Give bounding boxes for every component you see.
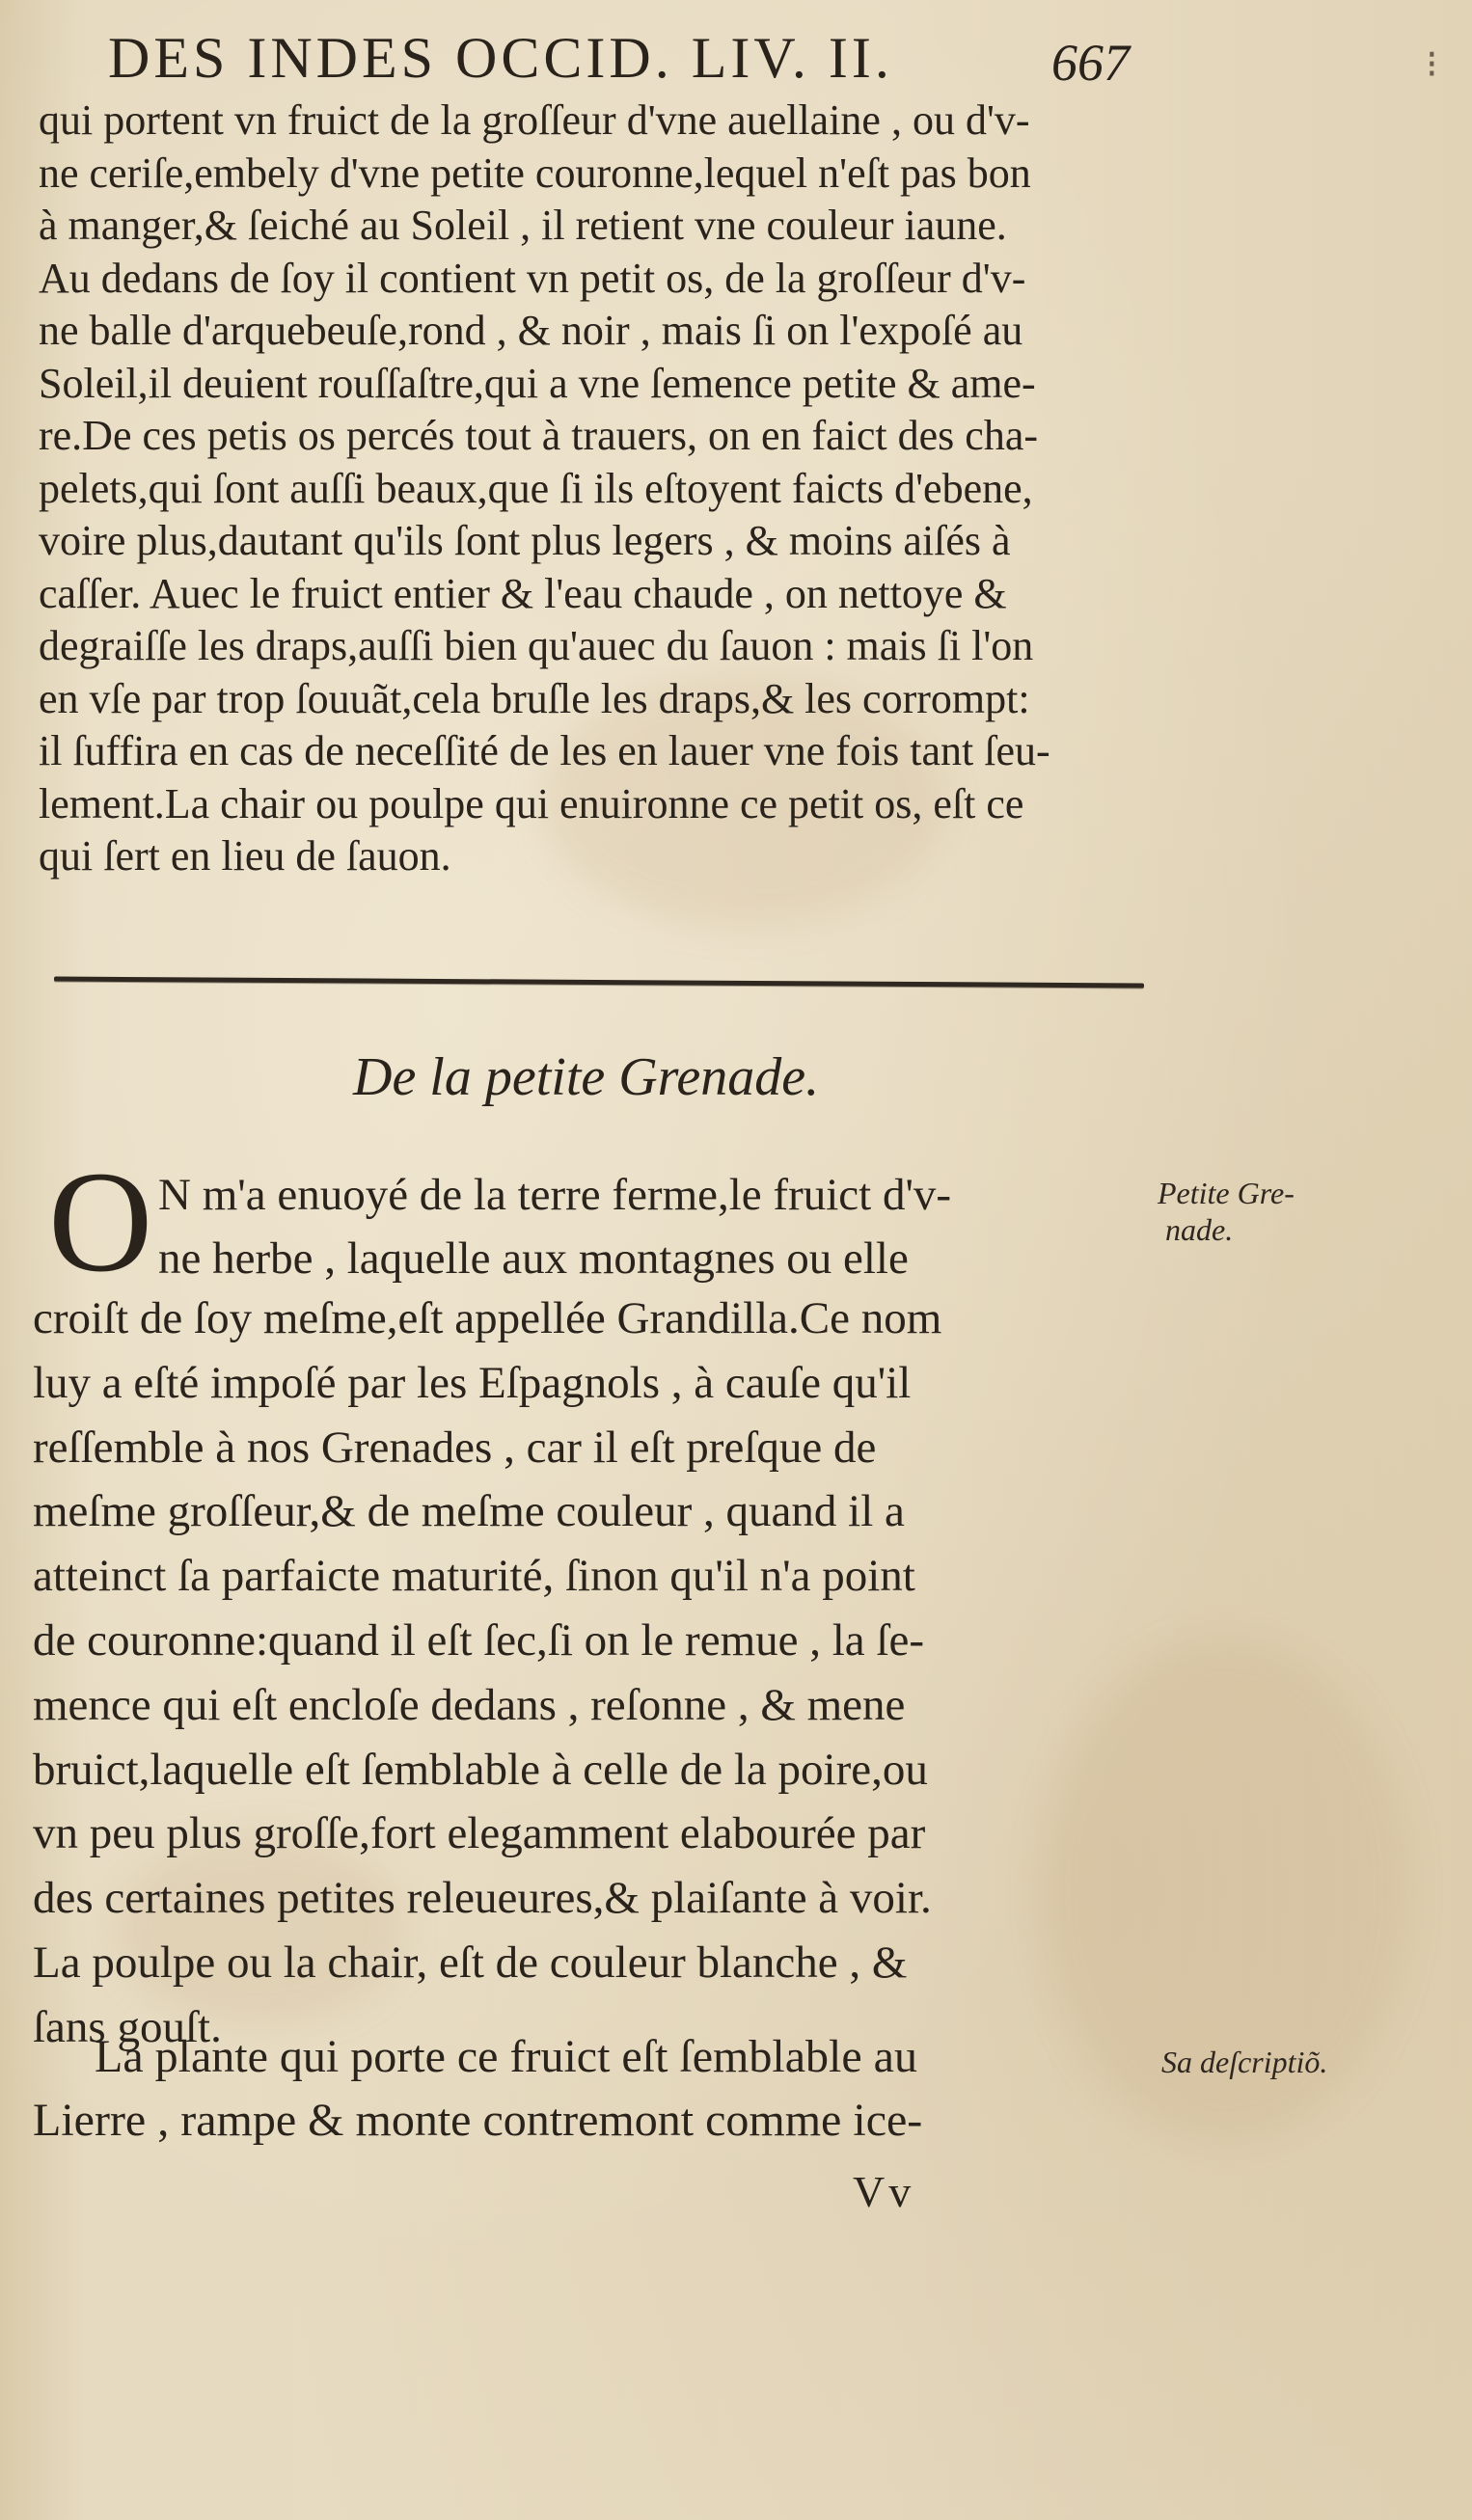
- page-number: 667: [1051, 34, 1130, 92]
- text-line: de couronne:quand il eſt ſec,ſi on le remue , la ſe-: [33, 1614, 924, 1666]
- paragraph-3: [33, 2025, 922, 2153]
- opening-lines: [158, 1163, 951, 1290]
- text-line: pelets,qui ſont auſſi beaux,que ſi ils eſtoyent faicts d'ebene,: [39, 464, 1033, 512]
- text-line: voire plus,dautant qu'ils ſont plus legers , & moins aiſés à: [39, 517, 1011, 564]
- text-line: qui portent vn fruict de la groſſeur d'vne auellaine , ou d'v-: [39, 96, 1030, 144]
- text-line: Lierre , rampe & monte contremont comme ice-: [33, 2095, 923, 2146]
- text-line: ne ceriſe,embely d'vne petite couronne,lequel n'eſt pas bon: [39, 149, 1031, 197]
- text-line: Au dedans de ſoy il contient vn petit os, de la groſſeur d'v-: [39, 254, 1026, 302]
- text-line: luy a eſté impoſé par les Eſpagnols , à cauſe qu'il: [33, 1357, 912, 1408]
- text-line: à manger,& ſeiché au Soleil , il retient vne couleur iaune.: [39, 202, 1007, 249]
- text-line: en vſe par trop ſouuãt,cela bruſle les draps,& les corrompt:: [39, 674, 1030, 722]
- text-line: Petite Gre-: [1158, 1176, 1295, 1210]
- signature-mark: Vv: [853, 2167, 915, 2216]
- text-line: N m'a enuoyé de la terre ferme,le fruict d'v-: [158, 1170, 952, 1220]
- text-line: mence qui eſt encloſe dedans , reſonne , & mene: [33, 1679, 906, 1730]
- text-line: La plante qui porte ce fruict eſt ſemblable au: [95, 2031, 917, 2082]
- text-line: nade.: [1165, 1212, 1234, 1247]
- paragraph-2: [33, 1287, 941, 2060]
- text-line: degraiſſe les draps,auſſi bien qu'auec du ſauon : mais ſi l'on: [39, 622, 1034, 669]
- text-line: caſſer. Auec le fruict entier & l'eau chaude , on nettoye &: [39, 569, 1007, 617]
- text-line: croiſt de ſoy meſme,eſt appellée Grandilla.Ce nom: [33, 1293, 942, 1343]
- text-line: des certaines petites releueures,& plaiſante à voir.: [33, 1873, 932, 1924]
- section-title: De la petite Grenade.: [353, 1047, 820, 1107]
- drop-cap: O: [48, 1142, 153, 1302]
- text-line: La poulpe ou la chair, eſt de couleur blanche , &: [33, 1937, 908, 1988]
- margin-note: [1158, 1175, 1295, 1248]
- text-line: bruict,laquelle eſt ſemblable à celle de la poire,ou: [33, 1744, 928, 1795]
- text-line: ſans gouſt.: [33, 2001, 222, 2052]
- section-divider: [54, 977, 1144, 989]
- text-line: il ſuffira en cas de neceſſité de les en lauer vne fois tant ſeu-: [39, 727, 1050, 774]
- text-line: Soleil,il deuient rouſſaſtre,qui a vne ſemence petite & ame-: [39, 359, 1036, 407]
- text-line: vn peu plus groſſe,fort elegamment elabourée par: [33, 1808, 926, 1859]
- text-line: qui ſert en lieu de ſauon.: [39, 832, 451, 880]
- text-line: atteinct ſa parfaicte maturité, ſinon qu'il n'a point: [33, 1551, 915, 1602]
- text-line: ne balle d'arquebeuſe,rond , & noir , mais ſi on l'expoſé au: [39, 307, 1023, 354]
- text-line: meſme groſſeur,& de meſme couleur , quand il a: [33, 1486, 905, 1537]
- text-line: reſſemble à nos Grenades , car il eſt preſque de: [33, 1422, 877, 1473]
- text-line: lement.La chair ou poulpe qui enuironne ce petit os, eſt ce: [39, 779, 1024, 827]
- running-head: DES INDES OCCID. LIV. II.: [108, 26, 893, 90]
- corner-mark: ⁝: [1426, 42, 1438, 87]
- paragraph-1: [39, 95, 1050, 883]
- margin-note: Sa deſcriptiõ.: [1161, 2045, 1328, 2079]
- text-line: re.De ces petis os percés tout à trauers, on en faict des cha-: [39, 412, 1038, 459]
- text-line: ne herbe , laquelle aux montagnes ou elle: [158, 1233, 909, 1284]
